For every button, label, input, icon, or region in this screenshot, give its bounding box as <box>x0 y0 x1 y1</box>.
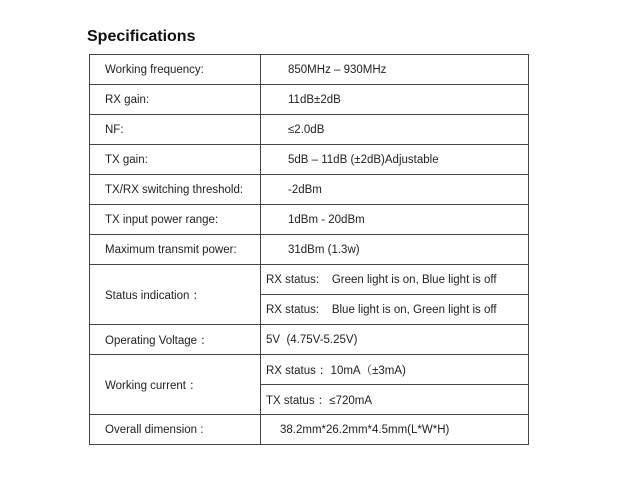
spec-label: Status indication ： <box>90 265 261 325</box>
spec-value: 850MHz – 930MHz <box>261 55 529 85</box>
table-row <box>90 415 529 445</box>
spec-label: NF: <box>90 115 261 145</box>
spec-label: Operating Voltage ： <box>90 325 261 355</box>
spec-value: 38.2mm*26.2mm*4.5mm(L*W*H) <box>261 415 529 445</box>
table-row <box>90 265 529 295</box>
spec-value: 1dBm - 20dBm <box>261 205 529 235</box>
spec-value: 11dB±2dB <box>261 85 529 115</box>
spec-value: ≤2.0dB <box>261 115 529 145</box>
table-row <box>90 85 529 115</box>
table-row <box>90 145 529 175</box>
table-row <box>90 115 529 145</box>
spec-label: TX input power range: <box>90 205 261 235</box>
spec-value: -2dBm <box>261 175 529 205</box>
spec-label: Maximum transmit power: <box>90 235 261 265</box>
spec-value: 5dB – 11dB (±2dB)Adjustable <box>261 145 529 175</box>
spec-value: 31dBm (1.3w) <box>261 235 529 265</box>
spec-label: RX gain: <box>90 85 261 115</box>
spec-label: Overall dimension : <box>90 415 261 445</box>
spec-label: TX/RX switching threshold: <box>90 175 261 205</box>
spec-value: RX status ：10mA（±3mA) <box>261 355 529 385</box>
table-row <box>90 325 529 355</box>
spec-label: Working frequency: <box>90 55 261 85</box>
spec-value: RX status: Blue light is on, Green light is off <box>261 295 529 325</box>
table-row <box>90 205 529 235</box>
spec-value: RX status: Green light is on, Blue light is off <box>261 265 529 295</box>
table-row <box>90 55 529 85</box>
spec-label: Working current ： <box>90 355 261 415</box>
table-row <box>90 175 529 205</box>
spec-value: TX status ：≤720mA <box>261 385 529 415</box>
spec-value: 5V (4.75V-5.25V) <box>261 325 529 355</box>
table-row <box>90 235 529 265</box>
table-row <box>90 355 529 385</box>
specifications-table <box>89 54 529 445</box>
page-title: Specifications <box>87 28 196 45</box>
spec-label: TX gain: <box>90 145 261 175</box>
